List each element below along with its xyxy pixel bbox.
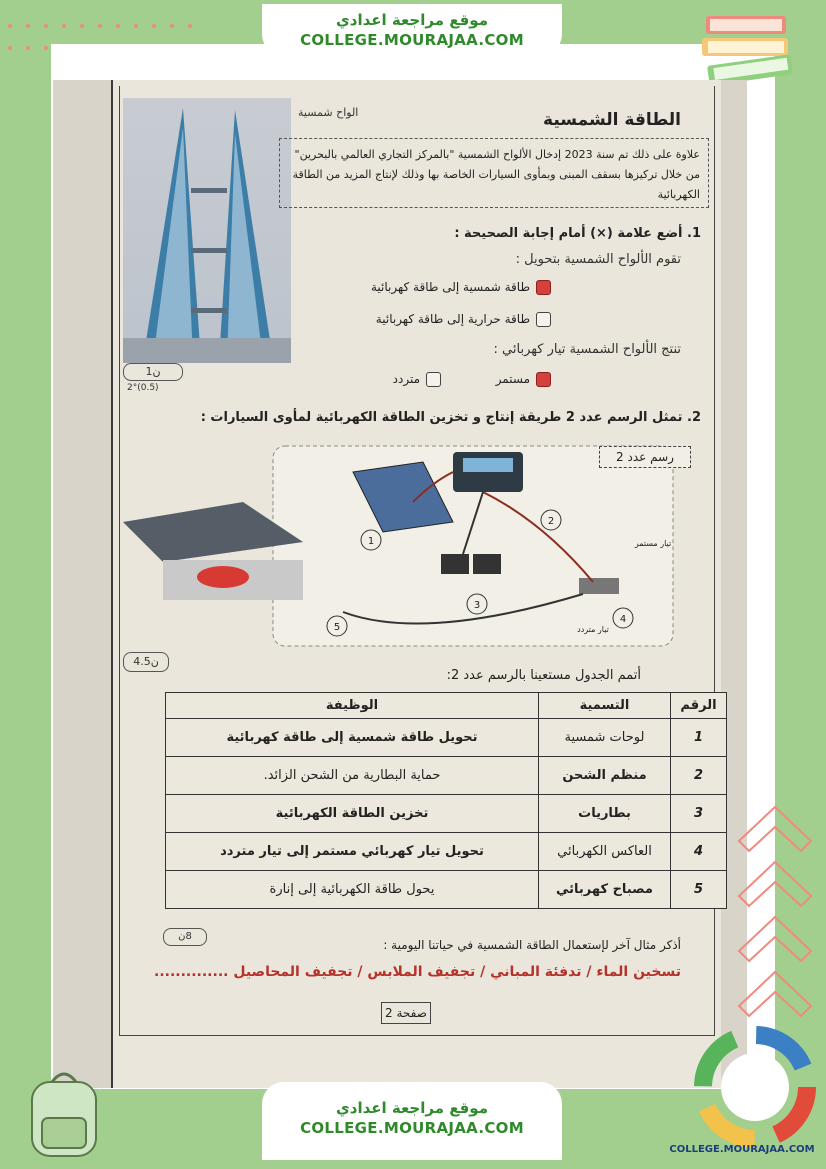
- diagram-illustration: [123, 442, 683, 652]
- table-row: [166, 795, 727, 833]
- backpack-icon: [14, 1060, 114, 1160]
- question-1: 1. أضع علامة (×) أمام إجابة الصحيحة :: [454, 226, 701, 241]
- score-label: 4.5ن: [123, 652, 169, 672]
- checkbox[interactable]: [536, 312, 551, 327]
- site-url[interactable]: COLLEGE.MOURAJAA.COM: [300, 31, 524, 49]
- question-2: 2. تمثل الرسم عدد 2 طريقة إنتاج و تخزين الطاقة الكهربائية لمأوى السيارات :: [200, 410, 701, 425]
- logo-url: COLLEGE.MOURAJAA.COM: [669, 1144, 815, 1155]
- title-note: الواح شمسية: [298, 106, 359, 119]
- diagram-number: 2: [547, 516, 555, 527]
- table-row: [166, 757, 727, 795]
- worksheet-paper: [111, 80, 721, 1088]
- checkbox[interactable]: [426, 372, 441, 387]
- header-site-tab[interactable]: [262, 4, 562, 56]
- footer-site-tab[interactable]: [262, 1082, 562, 1160]
- solar-system-diagram: [123, 442, 683, 652]
- intro-text-box: [279, 138, 709, 208]
- decorative-dot: [26, 24, 30, 28]
- option-label: مستمر: [495, 372, 530, 386]
- checkbox-checked[interactable]: [536, 372, 551, 387]
- question-3: أذكر مثال آخر لإستعمال الطاقة الشمسية في حياتنا اليومية :: [383, 938, 681, 952]
- decorative-dot: [8, 24, 12, 28]
- row-function: يحول طاقة الكهربائية إلى إنارة: [166, 871, 539, 909]
- intro-line: علاوة على ذلك تم سنة 2023 إدخال الألواح الشمسية "بالمركز التجاري العالمي بالبحرين": [294, 148, 700, 161]
- column-header: الرقم: [671, 693, 727, 719]
- row-name: بطاريات: [539, 795, 671, 833]
- row-number: 5: [671, 871, 727, 909]
- table-header-row: [166, 693, 727, 719]
- table-row: [166, 719, 727, 757]
- intro-line: من خلال تركيزها بسقف المبنى وبمأوى السيارات الخاصة بها وذلك لإنتاج المزيد من الطاقة الكهربائية: [292, 168, 700, 201]
- row-name: منظم الشحن: [539, 757, 671, 795]
- row-function: تحويل تيار كهربائي مستمر إلى تيار متردد: [166, 833, 539, 871]
- option-label: طاقة حرارية إلى طاقة كهربائية: [375, 312, 530, 326]
- decorative-dot: [80, 24, 84, 28]
- diagram-number: 1: [367, 536, 375, 547]
- row-function: تخزين الطاقة الكهربائية: [166, 795, 539, 833]
- decorative-dot: [44, 46, 48, 50]
- chevron-up-icon: [735, 960, 815, 1030]
- decorative-dot: [116, 24, 120, 28]
- diagram-tag: تيار مستمر: [634, 539, 672, 548]
- column-header: التسمية: [539, 693, 671, 719]
- table-row: [166, 871, 727, 909]
- worksheet-title: الطاقة الشمسية: [543, 110, 681, 130]
- row-number: 2: [671, 757, 727, 795]
- option-row[interactable]: [376, 312, 551, 327]
- diagram-number: 3: [473, 600, 481, 611]
- decorative-dot: [98, 24, 102, 28]
- decorative-dot: [134, 24, 138, 28]
- answer-3: تسخين الماء / تدفئة المباني / تجفيف الملابس / تجفيف المحاصيل ..............: [154, 964, 681, 980]
- option-row[interactable]: [496, 372, 551, 387]
- row-name: العاكس الكهربائي: [539, 833, 671, 871]
- table-instruction: أتمم الجدول مستعينا بالرسم عدد 2:: [446, 668, 641, 683]
- row-name: لوحات شمسية: [539, 719, 671, 757]
- checkbox-checked[interactable]: [536, 280, 551, 295]
- tower-illustration: [123, 98, 291, 363]
- score-label: 8ن: [163, 928, 207, 946]
- page-number: صفحة 2: [381, 1002, 431, 1024]
- column-header: الوظيفة: [166, 693, 539, 719]
- diagram-caption: رسم عدد 2: [599, 446, 691, 468]
- site-name-arabic: موقع مراجعة اعدادي: [336, 1099, 488, 1117]
- college-logo-icon: [690, 1022, 820, 1152]
- decorative-dot: [26, 46, 30, 50]
- diagram-tag: تيار متردد: [577, 625, 609, 634]
- row-number: 4: [671, 833, 727, 871]
- question-1a: تقوم الألواح الشمسية بتحويل :: [515, 252, 681, 267]
- decorative-dot: [152, 24, 156, 28]
- option-label: طاقة شمسية إلى طاقة كهربائية: [370, 280, 530, 294]
- worksheet-photo: [53, 80, 747, 1088]
- option-label: متردد: [392, 372, 420, 386]
- row-number: 1: [671, 719, 727, 757]
- score-label: ن1: [123, 363, 183, 381]
- question-1b: تنتج الألواح الشمسية تيار كهربائي :: [493, 342, 681, 357]
- diagram-number: 5: [333, 622, 341, 633]
- answers-table: [165, 692, 727, 909]
- decorative-dot: [170, 24, 174, 28]
- row-number: 3: [671, 795, 727, 833]
- row-name: مصباح كهربائي: [539, 871, 671, 909]
- row-function: حماية البطارية من الشحن الزائد.: [166, 757, 539, 795]
- decorative-dot: [188, 24, 192, 28]
- option-row[interactable]: [371, 280, 551, 295]
- score-note: 2°(0.5): [127, 383, 159, 393]
- decorative-dot: [62, 24, 66, 28]
- site-name-arabic: موقع مراجعة اعدادي: [336, 11, 488, 29]
- row-function: تحويل طاقة شمسية إلى طاقة كهربائية: [166, 719, 539, 757]
- bahrain-wtc-photo: [123, 98, 291, 363]
- table-row: [166, 833, 727, 871]
- site-url[interactable]: COLLEGE.MOURAJAA.COM: [300, 1119, 524, 1137]
- diagram-number: 4: [619, 614, 627, 625]
- decorative-dot: [8, 46, 12, 50]
- option-row[interactable]: [393, 372, 441, 387]
- decorative-dot: [44, 24, 48, 28]
